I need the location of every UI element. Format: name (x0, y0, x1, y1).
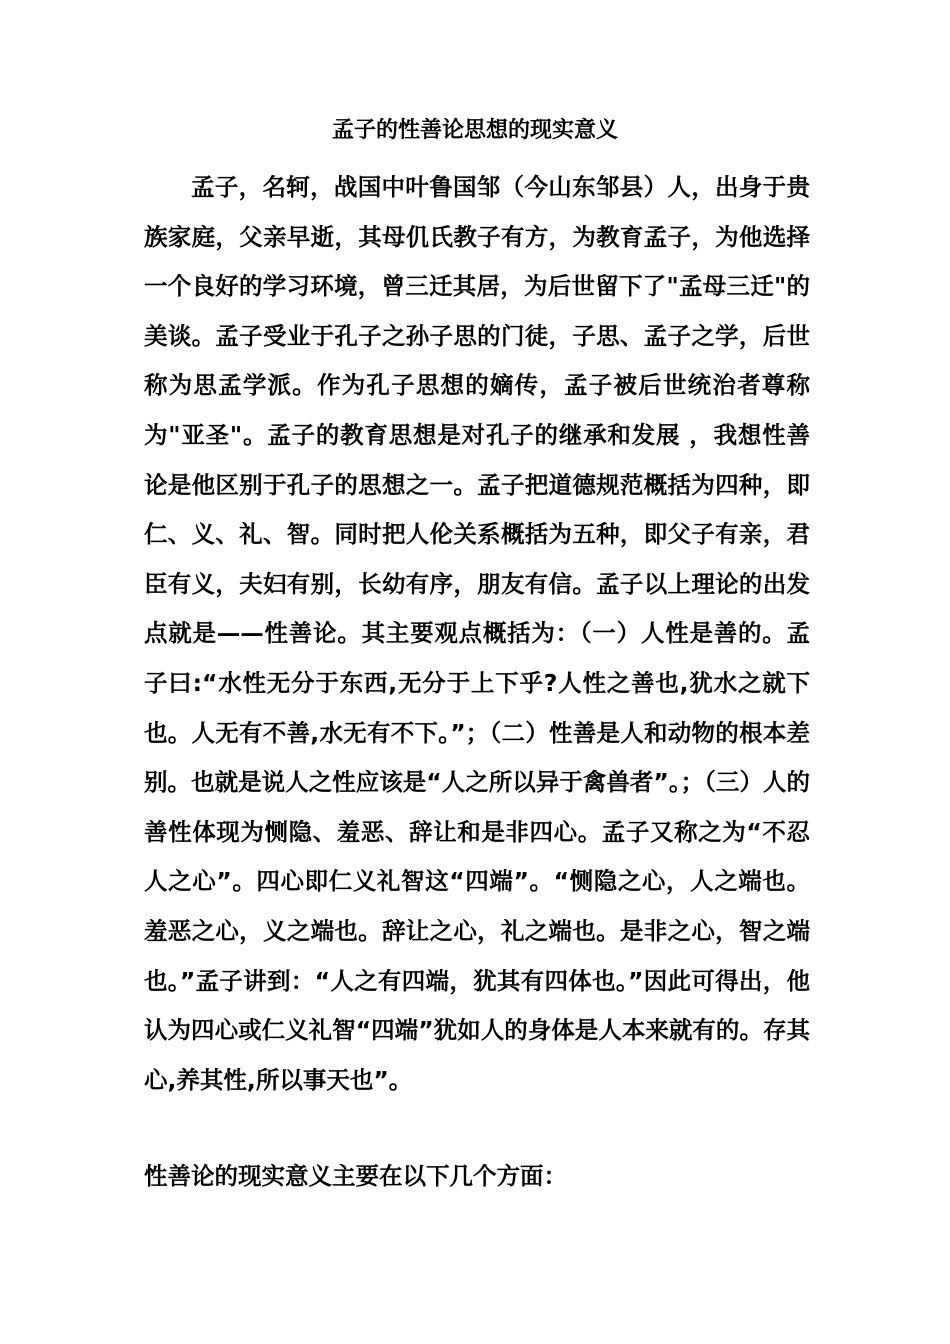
body-paragraph: 孟子，名轲，战国中叶鲁国邹（今山东邹县）人，出身于贵族家庭，父亲早逝，其母仉氏教子有方，为教育孟子，为他选择一个良好的学习环境，曾三迁其居，为后世留下了"孟母三迁"的美谈。孟子受业于孔子之孙子思的门徒，子思、孟子之学，后世称为思孟学派。作为孔子思想的嫡传，孟子被后世统治者尊称为"亚圣"。孟子的教育思想是对孔子的继承和发展 ，我想性善论是他区别于孔子的思想之一。孟子把道德规范概括为四种，即仁、义、礼、智。同时把人伦关系概括为五种，即父子有亲，君臣有义，夫妇有别，长幼有序，朋友有信。孟子以上理论的出发点就是——性善论。其主要观点概括为：（一）人性是善的。孟子曰:“水性无分于东西,无分于上下乎?人性之善也,犹水之就下也。人无有不善,水无有不下。”；（二）性善是人和动物的根本差别。也就是说人之性应该是“人之所以异于禽兽者”。；（三）人的善性体现为恻隐、羞恶、辞让和是非四心。孟子又称之为“不忍人之心”。四心即仁义礼智这“四端”。“恻隐之心，人之端也。羞恶之心，义之端也。辞让之心，礼之端也。是非之心，智之端也。”孟子讲到：“人之有四端，犹其有四体也。”因此可得出，他认为四心或仁义礼智“四端”犹如人的身体是人本来就有的。存其心,养其性,所以事天也”。 (144, 173, 810, 1094)
document-title: 孟子的性善论思想的现实意义 (331, 118, 618, 143)
section-heading: 性善论的现实意义主要在以下几个方面： (144, 1162, 567, 1190)
